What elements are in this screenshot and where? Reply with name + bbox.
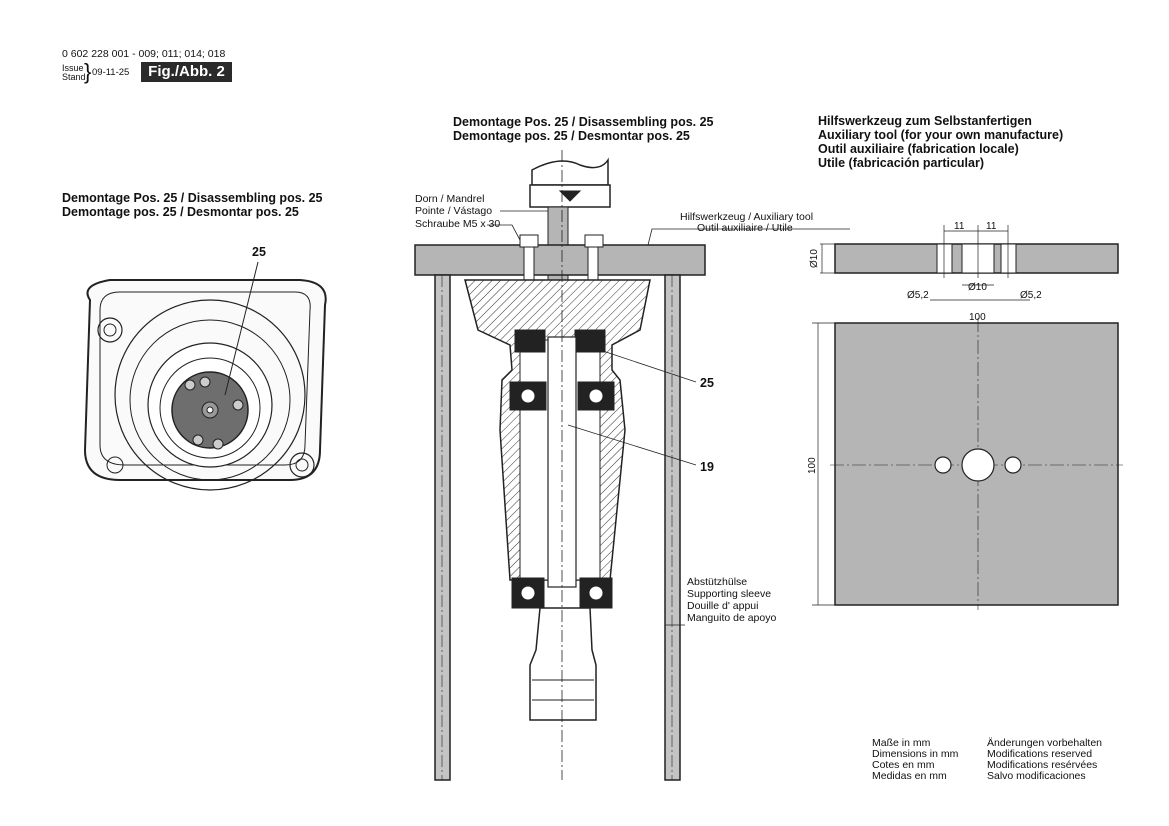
disassembly-section-view bbox=[415, 150, 850, 780]
sleeve-label-3: Douille d' appui bbox=[687, 600, 759, 612]
mandrel-label-1: Dorn / Mandrel bbox=[415, 193, 485, 205]
dim-hole-left: Ø5,2 bbox=[907, 290, 929, 301]
issue-label: Issue bbox=[62, 63, 84, 73]
brace: } bbox=[84, 59, 92, 84]
units-fr: Cotes en mm bbox=[872, 759, 935, 771]
dim-hole-right: Ø5,2 bbox=[1020, 290, 1042, 301]
notes-es: Salvo modificaciones bbox=[987, 770, 1086, 782]
sleeve-label-4: Manguito de apoyo bbox=[687, 612, 777, 624]
middle-title-2: Demontage pos. 25 / Desmontar pos. 25 bbox=[453, 129, 690, 143]
dim-spacing-left: 11 bbox=[954, 221, 965, 232]
right-title-1: Hilfswerkzeug zum Selbstanfertigen bbox=[818, 114, 1032, 128]
notes-en: Modifications reserved bbox=[987, 748, 1093, 760]
right-title-3: Outil auxiliaire (fabrication locale) bbox=[818, 142, 1019, 156]
dim-spacing-right: 11 bbox=[986, 221, 997, 232]
dim-thickness: Ø10 bbox=[809, 249, 820, 268]
left-title-2: Demontage pos. 25 / Desmontar pos. 25 bbox=[62, 205, 299, 219]
supporting-sleeve-right bbox=[665, 275, 680, 780]
notes-de: Änderungen vorbehalten bbox=[987, 737, 1103, 749]
units-es: Medidas en mm bbox=[872, 770, 947, 782]
auxiliary-tool-plate bbox=[415, 245, 705, 275]
supporting-sleeve-left bbox=[435, 275, 450, 780]
callout-19: 19 bbox=[700, 460, 714, 474]
dim-width: 100 bbox=[969, 312, 986, 323]
middle-title-1: Demontage Pos. 25 / Disassembling pos. 25 bbox=[453, 115, 714, 129]
part-numbers: 0 602 228 001 - 009; 011; 014; 018 bbox=[62, 48, 226, 60]
sleeve-label-1: Abstützhülse bbox=[687, 576, 748, 588]
screw-label: Schraube M5 x 30 bbox=[415, 218, 501, 230]
units-de: Maße in mm bbox=[872, 737, 931, 749]
tool-label-2: Outil auxiliaire / Utile bbox=[697, 222, 793, 234]
right-title-2: Auxiliary tool (for your own manufacture) bbox=[818, 128, 1064, 142]
stand-label: Stand bbox=[62, 72, 86, 82]
figure-label: Fig./Abb. 2 bbox=[141, 62, 232, 82]
tool-side-view bbox=[809, 221, 1118, 301]
dim-hole-center: Ø10 bbox=[968, 282, 987, 293]
callout-25: 25 bbox=[700, 376, 714, 390]
sleeve-label-2: Supporting sleeve bbox=[687, 588, 772, 600]
right-title-4: Utile (fabricación particular) bbox=[818, 156, 985, 170]
left-title-1: Demontage Pos. 25 / Disassembling pos. 25 bbox=[62, 191, 323, 205]
tool-top-view bbox=[807, 312, 1123, 610]
housing-top-view bbox=[85, 262, 326, 490]
mandrel-label-2: Pointe / Vástago bbox=[415, 205, 493, 217]
callout-25-left: 25 bbox=[252, 245, 266, 259]
notes-fr: Modifications resérvées bbox=[987, 759, 1098, 771]
dim-height: 100 bbox=[807, 457, 818, 474]
tool-label-1: Hilfswerkzeug / Auxiliary tool bbox=[680, 211, 814, 223]
issue-date: 09-11-25 bbox=[92, 67, 130, 78]
units-en: Dimensions in mm bbox=[872, 748, 959, 760]
